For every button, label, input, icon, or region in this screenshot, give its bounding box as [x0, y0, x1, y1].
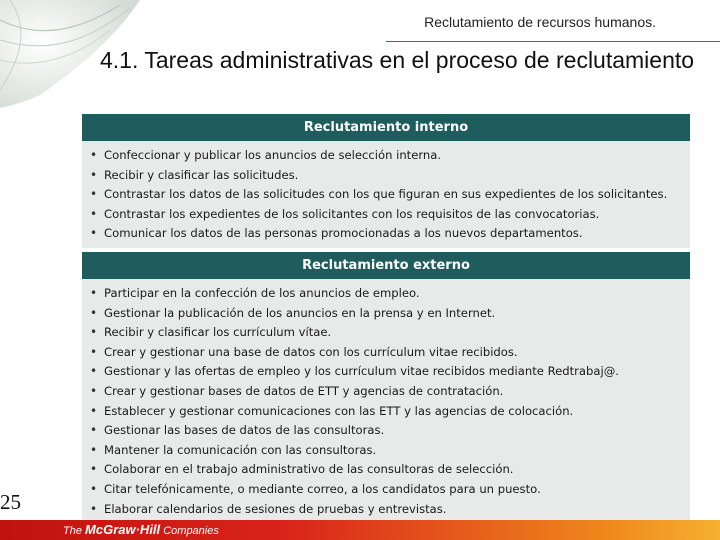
list-item: • Citar telefónicamente, o mediante correo, a los candidatos para un puesto.: [90, 480, 682, 500]
list-item: • Contrastar los expedientes de los solicitantes con los requisitos de las convocatorias.: [90, 205, 682, 225]
list-item: • Recibir y clasificar los currículum vítae.: [90, 323, 682, 343]
list-item: • Participar en la confección de los anuncios de empleo.: [90, 284, 682, 304]
list-item: • Confeccionar y publicar los anuncios de selección interna.: [90, 146, 682, 166]
list-item: • Gestionar la publicación de los anuncios en la prensa y en Internet.: [90, 304, 682, 324]
page-number: 25: [0, 490, 21, 514]
list-item: • Colaborar en el trabajo administrativo de las consultoras de selección.: [90, 460, 682, 480]
header-subtitle: Reclutamiento de recursos humanos.: [424, 14, 656, 30]
footer-bar: [0, 520, 720, 540]
page-title: 4.1. Tareas administrativas en el proceso de reclutamiento: [100, 47, 695, 73]
logo-brand: McGraw·Hill: [85, 522, 161, 537]
header-rule: [386, 41, 720, 42]
logo-suffix: Companies: [163, 525, 219, 537]
tasks-table: [82, 114, 690, 525]
list-item: • Contrastar los datos de las solicitudes con los que figuran en sus expedientes de los solicitantes.: [90, 185, 682, 205]
list-item: • Comunicar los datos de las personas promocionadas a los nuevos departamentos.: [90, 224, 682, 244]
section-header-externo: Reclutamiento externo: [82, 252, 690, 279]
list-item: • Establecer y gestionar comunicaciones con las ETT y las agencias de colocación.: [90, 402, 682, 422]
list-item: • Crear y gestionar bases de datos de ETT y agencias de contratación.: [90, 382, 682, 402]
section-header-interno: Reclutamiento interno: [82, 114, 690, 141]
list-item: • Mantener la comunicación con las consultoras.: [90, 441, 682, 461]
section-body-interno: [82, 141, 690, 252]
list-item: • Recibir y clasificar las solicitudes.: [90, 166, 682, 186]
section-body-externo: [82, 279, 690, 525]
publisher-logo: [63, 523, 219, 538]
logo-prefix: The: [63, 525, 82, 537]
list-item: • Elaborar calendarios de sesiones de pruebas y entrevistas.: [90, 500, 682, 520]
list-item: • Crear y gestionar una base de datos con los currículum vitae recibidos.: [90, 343, 682, 363]
list-item: • Gestionar y las ofertas de empleo y los currículum vitae recibidos mediante Redtrabaj@.: [90, 362, 682, 382]
list-item: • Gestionar las bases de datos de las consultoras.: [90, 421, 682, 441]
